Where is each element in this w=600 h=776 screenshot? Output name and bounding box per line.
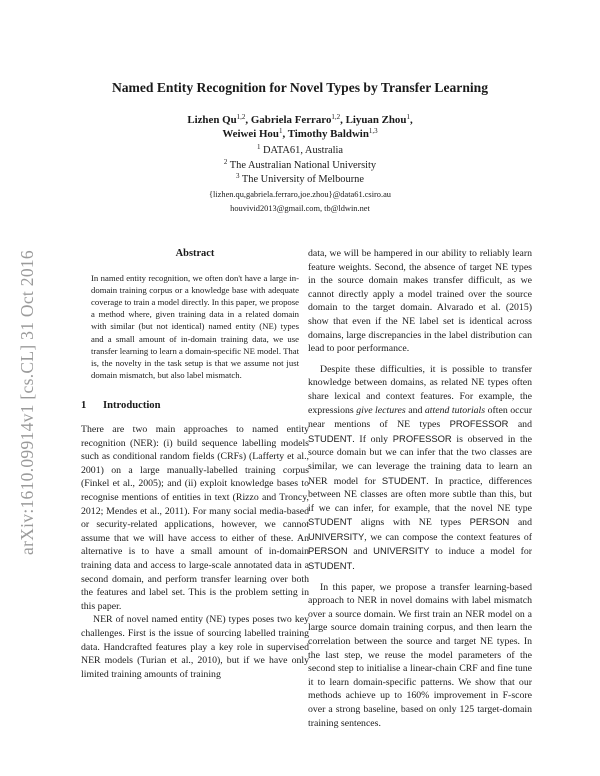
ne-type: STUDENT bbox=[308, 560, 353, 572]
emphasis: give lectures bbox=[356, 404, 406, 416]
author-affil-mark: 1,2 bbox=[331, 113, 341, 121]
affiliation-text: The University of Melbourne bbox=[239, 174, 364, 185]
paragraph: data, we will be hampered in our ability to reliably learn feature weights. Second, the absence of target NE types in the source domain makes transfer difficult, as we cannot directly apply a model trained over the source domain to the target domain. Alvarado et al. (2015) show that even if the NE label set is identical across domains, large discrepancies in the label distribution can lead to poor performance. bbox=[308, 248, 532, 355]
ne-type: STUDENT bbox=[381, 474, 427, 486]
affiliation-text: The Australian National University bbox=[227, 159, 377, 171]
affiliation-line bbox=[100, 144, 500, 159]
paragraph: Despite these difficulties, it is possible to transfer knowledge between domains, as related NE types often share lexical and context features. For example, the expressions give lectures and attend tutorials often occur near mentions of NE types PROFESSOR and STUDENT. If only PROFESSOR is observed in the source domain but we can infer that the two classes are similar, we can leverage the training data to learn an NER model for STUDENT. In practice, differences between NE classes are often more subtle than this, but if we can infer, for example, that the novel NE type STUDENT aligns with NE types PERSON and UNIVERSITY, we can compose the context features of PERSON and UNIVERSITY to induce a model for STUDENT. bbox=[308, 363, 532, 573]
ne-type: PERSON bbox=[308, 545, 348, 557]
section-title: Introduction bbox=[103, 400, 161, 412]
paragraph: In this paper, we propose a transfer learning-based approach to NER in novel domains with label mismatch over a source domain. We first train an NER model on a large source domain training corpus, and then learn the correlation between the source and target NE types. In the last step, we reuse the model parameters of the second step to initialise a linear-chain CRF and fine tune it to learn domain-specific patterns. We show that our methods achieve up to 160% improvement in F-score over a strong baseline, based on only 125 target-domain training sentences. bbox=[308, 581, 532, 729]
affiliations bbox=[100, 144, 500, 217]
email-line: {lizhen.qu,gabriela.ferraro,joe.zhou}@data61.csiro.au bbox=[208, 189, 391, 199]
author-name: Gabriela Ferraro bbox=[250, 114, 332, 126]
ne-type: PROFESSOR bbox=[392, 432, 452, 444]
emphasis: attend tutorials bbox=[424, 404, 486, 416]
author-affil-mark: 1 bbox=[278, 127, 283, 135]
author-separator: , bbox=[409, 114, 413, 126]
section-heading bbox=[81, 399, 309, 413]
ne-type: UNIVERSITY bbox=[373, 545, 430, 557]
author-separator: , bbox=[340, 114, 346, 126]
author-name: Timothy Baldwin bbox=[287, 128, 369, 140]
affiliation-line bbox=[100, 173, 500, 188]
affiliation-text: DATA61, Australia bbox=[260, 145, 344, 156]
author-separator: , bbox=[282, 128, 288, 140]
affiliation-mark: 3 bbox=[236, 172, 240, 180]
author-separator: , bbox=[245, 114, 251, 126]
ne-type: PERSON bbox=[469, 516, 510, 528]
paragraph: There are two main approaches to named entity recognition (NER): (i) build sequence labelling models such as conditional random fields (CRFs) (Lafferty et al., 2001) on a large manually-labelled training corpus (Finkel et al., 2005); and (ii) exploit knowledge bases to recognise mentions of entities in text (Rizzo and Troncy, 2012; Mendes et al., 2011). For many social media-based or security-related applications, however, we cannot assume that we will have access to either of these. An alternative is to have a small amount of in-domain training data and access to large-scale annotated data in a second domain, and perform transfer learning over both the features and label set. This is the problem setting in this paper. bbox=[81, 424, 309, 612]
affiliation-line bbox=[100, 159, 500, 174]
ne-type: STUDENT bbox=[308, 432, 353, 444]
left-column bbox=[81, 247, 309, 681]
author-affil-mark: 1,2 bbox=[236, 113, 246, 121]
author-name: Liyuan Zhou bbox=[345, 114, 407, 126]
author-name: Lizhen Qu bbox=[187, 114, 237, 126]
author-affil-mark: 1 bbox=[406, 113, 410, 121]
author-name: Weiwei Hou bbox=[222, 128, 279, 140]
affiliation-mark: 1 bbox=[256, 143, 261, 151]
author-affil-mark: 1,3 bbox=[368, 127, 378, 135]
section-number: 1 bbox=[81, 400, 87, 412]
author-line-1 bbox=[100, 113, 500, 127]
paper-title: Named Entity Recognition for Novel Types by Transfer Learning bbox=[111, 80, 489, 95]
ne-type: STUDENT bbox=[308, 516, 353, 528]
paragraph: NER of novel named entity (NE) types poses two key challenges. First is the issue of sourcing labelled training data. Handcrafted features play a key role in supervised NER models (Turian et al., 2010), but if we have only limited training amounts of training bbox=[81, 614, 309, 680]
ne-type: PROFESSOR bbox=[449, 418, 509, 430]
author-list bbox=[100, 113, 500, 141]
email-line: houvivid2013@gmail.com, tb@ldwin.net bbox=[230, 204, 370, 213]
author-line-2 bbox=[100, 127, 500, 141]
abstract-heading: Abstract bbox=[175, 248, 215, 259]
arxiv-identifier: arXiv:1610.09914v1 [cs.CL] 31 Oct 2016 bbox=[17, 250, 37, 555]
ne-type: UNIVERSITY bbox=[308, 530, 365, 542]
right-column bbox=[308, 247, 532, 730]
abstract-text: In named entity recognition, we often don't have a large in-domain training corpus or a knowledge base with adequate coverage to train a model directly. In this paper, we propose a method where, given training data in a related domain with similar (but not identical) named entity (NE) types and a small amount of in-domain training data, we use transfer learning to learn a domain-specific NE model. That is, the novelty in the task setup is that we assume not just domain mismatch, but also label mismatch. bbox=[91, 272, 299, 381]
affiliation-mark: 2 bbox=[223, 157, 228, 166]
